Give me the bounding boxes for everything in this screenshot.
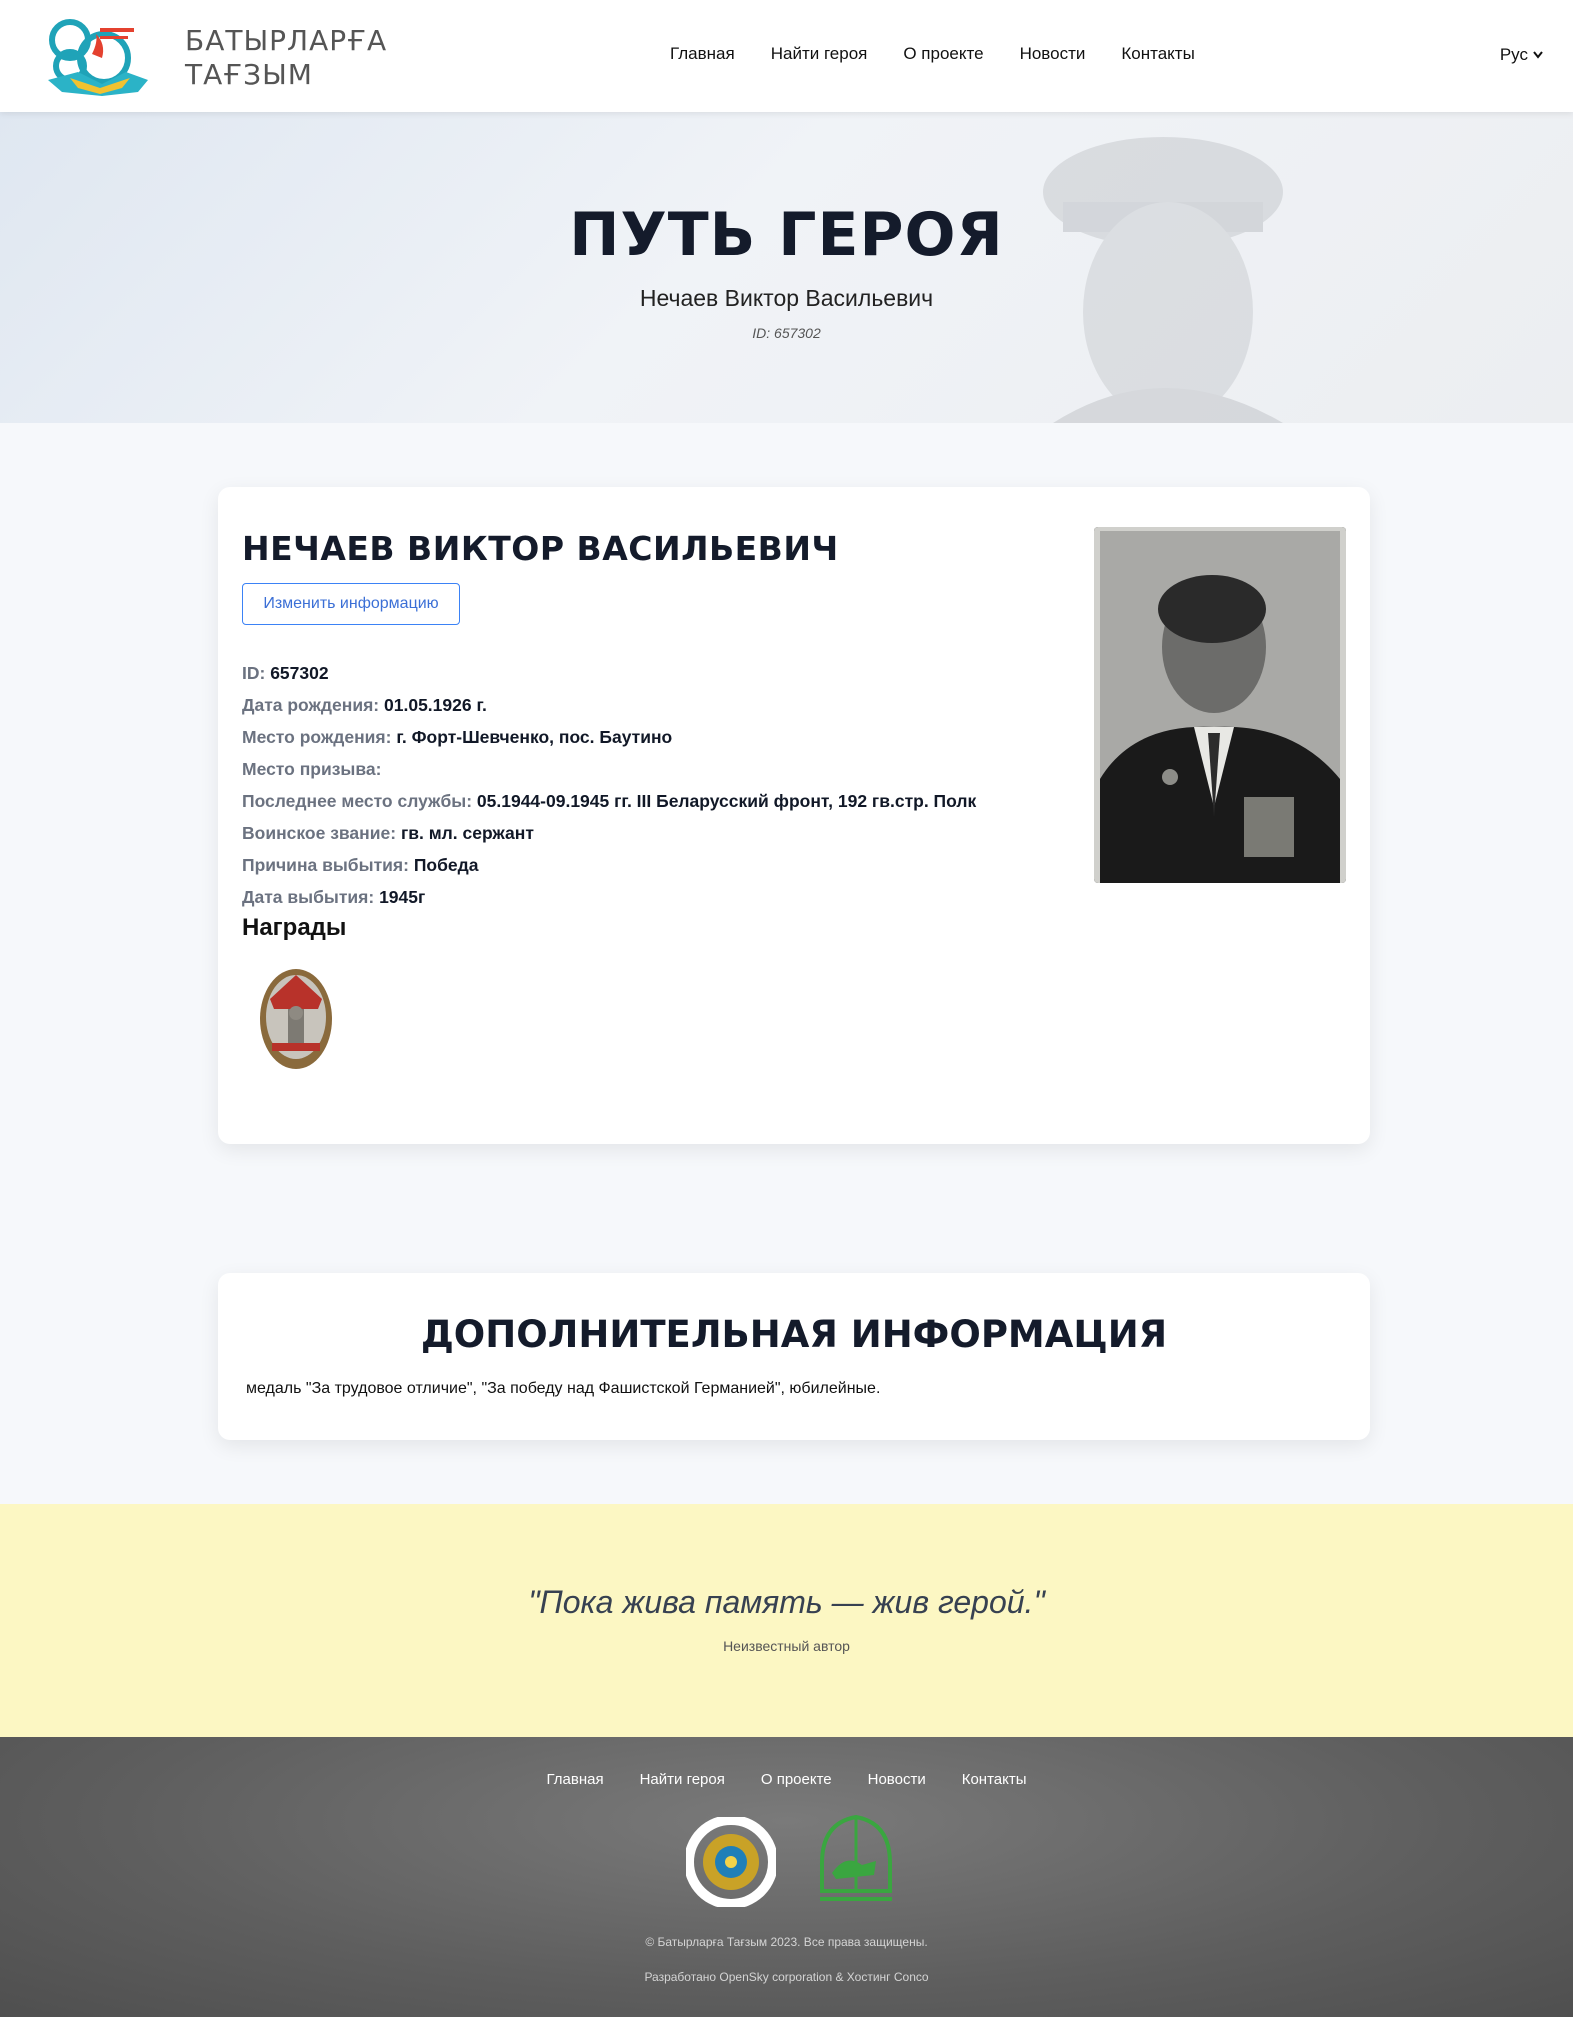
footer-nav-news[interactable]: Новости	[867, 1771, 926, 1788]
field-value: 05.1944-09.1945 гг. III Беларусский фронт, 192 гв.стр. Полк	[476, 791, 977, 811]
field-last-service	[242, 785, 976, 817]
footer-nav-home[interactable]: Главная	[546, 1771, 604, 1788]
brand-title[interactable]	[185, 24, 387, 92]
field-label: Дата выбытия:	[242, 887, 375, 907]
nav-news[interactable]: Новости	[1019, 44, 1086, 63]
partner-organization-logo[interactable]	[816, 1813, 896, 1909]
additional-info-card	[218, 1273, 1370, 1440]
field-rank	[242, 817, 976, 849]
quote-text: "Пока жива память — жив герой."	[528, 1584, 1045, 1620]
awards-heading: Награды	[242, 914, 347, 941]
field-value: г. Форт-Шевченко, пос. Баутино	[396, 727, 673, 747]
profile-fields	[242, 657, 976, 913]
order-badge-of-honour-image[interactable]	[258, 965, 334, 1073]
profile-heading: НЕЧАЕВ ВИКТОР ВАСИЛЬЕВИЧ	[242, 529, 839, 568]
hero-photo[interactable]	[1094, 527, 1346, 883]
language-selector[interactable]	[1500, 45, 1543, 65]
field-value: гв. мл. сержант	[400, 823, 534, 843]
nav-find-hero[interactable]: Найти героя	[770, 44, 868, 63]
hero-banner	[0, 112, 1573, 423]
hero-id: ID: 657302	[752, 325, 821, 341]
field-birth-date	[242, 689, 976, 721]
site-logo[interactable]	[40, 14, 152, 100]
page-title: ПУТЬ ГЕРОЯ	[569, 200, 1004, 270]
field-value: Победа	[413, 855, 479, 875]
brand-line-2: ТАҒЗЫМ	[185, 58, 313, 91]
quote-author: Неизвестный автор	[723, 1638, 850, 1654]
footer-nav-find-hero[interactable]: Найти героя	[639, 1771, 725, 1788]
field-leave-date	[242, 881, 976, 913]
nav-about[interactable]: О проекте	[903, 44, 984, 63]
field-label: Место призыва:	[242, 759, 382, 779]
field-draft-place	[242, 753, 976, 785]
edit-info-button[interactable]: Изменить информацию	[242, 583, 460, 625]
field-value: 657302	[270, 663, 329, 683]
quote-section	[0, 1504, 1573, 1737]
site-footer	[0, 1737, 1573, 2017]
field-value: 1945г	[379, 887, 426, 907]
field-birth-place	[242, 721, 976, 753]
field-label: Воинское звание:	[242, 823, 397, 843]
chevron-down-icon	[1533, 51, 1543, 59]
brand-line-1: БАТЫРЛАРҒА	[185, 24, 388, 57]
ministry-emblem-logo[interactable]	[686, 1817, 776, 1907]
field-id	[242, 657, 976, 689]
site-header	[0, 0, 1573, 112]
footer-nav-about[interactable]: О проекте	[760, 1771, 832, 1788]
field-label: Последнее место службы:	[242, 791, 473, 811]
nav-contacts[interactable]: Контакты	[1121, 44, 1195, 63]
nav-home[interactable]: Главная	[670, 44, 735, 63]
main-nav	[670, 44, 1231, 64]
developer-credit: Разработано OpenSky corporation & Хостинг Conco	[644, 1970, 929, 1984]
language-label: Рус	[1499, 45, 1528, 64]
footer-nav	[0, 1771, 1573, 1788]
hero-subtitle-name: Нечаев Виктор Васильевич	[639, 285, 934, 311]
field-label: Дата рождения:	[242, 695, 380, 715]
field-label: Место рождения:	[242, 727, 392, 747]
field-leave-reason	[242, 849, 976, 881]
field-value: 01.05.1926 г.	[384, 695, 487, 715]
additional-info-heading: ДОПОЛНИТЕЛЬНАЯ ИНФОРМАЦИЯ	[420, 1313, 1168, 1356]
copyright-text: © Батырларға Тағзым 2023. Все права защищены.	[645, 1935, 928, 1949]
field-label: Причина выбытия:	[242, 855, 409, 875]
field-label: ID:	[242, 663, 266, 683]
footer-nav-contacts[interactable]: Контакты	[961, 1771, 1027, 1788]
hero-profile-card	[218, 487, 1370, 1144]
additional-info-text: медаль "За трудовое отличие", "За победу над Фашистской Германией", юбилейные.	[246, 1380, 881, 1397]
